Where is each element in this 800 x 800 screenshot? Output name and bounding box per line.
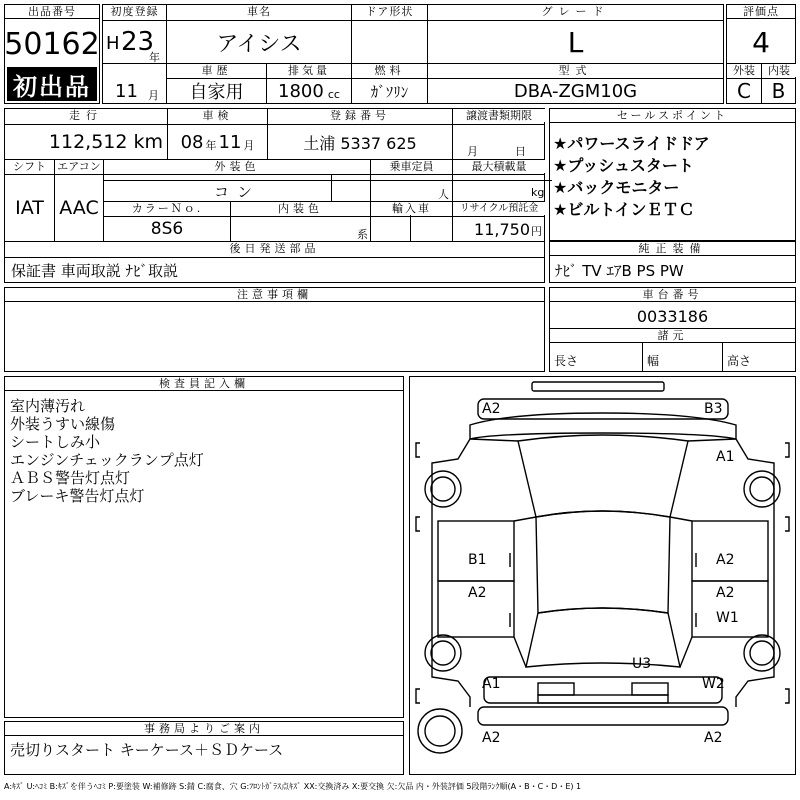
- first-reg-year-unit: 年: [149, 51, 160, 64]
- car-name-label: 車名: [167, 5, 351, 18]
- chassis-value: 0033186: [636, 306, 709, 326]
- equipment-label: 純正装備: [550, 242, 795, 256]
- score-value: 4: [752, 25, 770, 59]
- recycle-number: 11,750: [474, 219, 530, 239]
- max-load-unit: kg: [531, 186, 545, 199]
- lot-label: 出品番号: [5, 5, 99, 19]
- inspection-month: 11: [218, 131, 242, 153]
- interior-label: 内装: [762, 64, 796, 77]
- score-label: 評価点: [727, 5, 795, 19]
- damage-mark: U3: [632, 656, 652, 672]
- car-name-value: アイシス: [216, 31, 302, 57]
- inspection-year-unit: 年: [205, 139, 217, 152]
- recycle-unit: 円: [531, 225, 542, 238]
- first-listing-badge: 初出品: [7, 67, 97, 101]
- inspector-line: シートしみ小: [10, 433, 101, 451]
- dims-length: 長さ: [554, 354, 579, 368]
- first-reg-month: 11: [115, 81, 138, 102]
- grade-value: L: [567, 25, 584, 59]
- notes-box: [4, 287, 545, 372]
- inspection-value: [168, 125, 267, 159]
- car-diagram: [409, 376, 796, 775]
- chassis-label: 車台番号: [550, 288, 795, 302]
- door-label: ドア形状: [352, 5, 427, 18]
- exterior-label: 外装: [727, 64, 761, 77]
- displacement-label: 排気量: [267, 64, 351, 77]
- office-value: 売切りスタート キーケース＋ＳＤケース: [10, 741, 284, 759]
- chassis-box: [549, 287, 796, 372]
- max-load-label: 最大積載量: [453, 160, 545, 173]
- car-outline: [410, 377, 795, 774]
- exterior-color-label: 外装色: [104, 160, 370, 173]
- shift-value: IAT: [15, 197, 44, 219]
- inspector-line: ブレーキ警告灯点灯: [10, 487, 145, 505]
- model-value: DBA-ZGM10G: [513, 80, 638, 102]
- damage-mark: W1: [716, 610, 739, 626]
- grade-label: グレード: [428, 5, 723, 18]
- sales-point-item: ★ビルトインＥＴＣ: [553, 200, 695, 219]
- exterior-value: C: [737, 79, 751, 103]
- inspector-line: 外装うすい線傷: [10, 415, 116, 433]
- sales-point-item: ★プッシュスタート: [553, 156, 694, 175]
- vehicle-info-box: [102, 4, 724, 104]
- damage-mark: A2: [716, 552, 735, 568]
- sales-points-label: セールスポイント: [550, 109, 795, 123]
- registration-label: 登録番号: [268, 109, 452, 122]
- color-no-label: カラーＮｏ.: [104, 202, 230, 215]
- mileage-label: 走行: [5, 109, 167, 122]
- aircon-label: エアコン: [55, 160, 103, 173]
- recycle-label: リサイクル預託金: [453, 202, 545, 215]
- capacity-unit: 人: [438, 188, 449, 201]
- mileage-value: [5, 125, 167, 159]
- capacity-label: 乗車定員: [371, 160, 452, 173]
- lot-number: 50162: [4, 26, 100, 62]
- office-box: [4, 721, 404, 775]
- first-reg-label: 初度登録: [103, 5, 166, 18]
- interior-color-label: 内装色: [231, 202, 370, 215]
- inspection-month-unit: 月: [243, 139, 255, 152]
- dims-height: 高さ: [727, 354, 752, 368]
- aircon-value: AAC: [59, 197, 99, 219]
- displacement-number: 1800: [278, 80, 324, 102]
- exterior-color-value: コン: [213, 182, 260, 201]
- inspector-label: 検査員記入欄: [5, 377, 403, 391]
- equipment-box: [549, 241, 796, 283]
- later-parts-value: 保証書 車両取説 ﾅﾋﾞ取説: [11, 262, 179, 280]
- later-parts-label: 後日発送部品: [5, 242, 544, 255]
- damage-mark: A1: [482, 676, 501, 692]
- sales-point-item: ★パワースライドドア: [553, 134, 710, 153]
- damage-mark: A2: [704, 730, 723, 746]
- displacement-unit: cc: [327, 87, 340, 101]
- inspector-line: ＡＢＳ警告灯点灯: [10, 469, 131, 487]
- damage-mark: A1: [716, 449, 735, 465]
- inspector-line: 室内薄汚れ: [10, 397, 86, 415]
- interior-color-unit: 系: [357, 228, 368, 241]
- history-value: 自家用: [189, 82, 244, 103]
- interior-value: B: [771, 79, 786, 103]
- transfer-month-unit: 月: [467, 145, 478, 158]
- color-no-value: 8S6: [150, 219, 184, 239]
- transfer-deadline-label: 譲渡書類期限: [453, 109, 545, 122]
- mileage-number: 112,512: [48, 131, 128, 153]
- notes-label: 注意事項欄: [5, 288, 544, 302]
- inspection-year: 08: [180, 131, 204, 153]
- import-label: 輸入車: [371, 202, 452, 215]
- transfer-day-unit: 日: [515, 145, 526, 158]
- sales-point-item: ★バックモニター: [553, 178, 680, 197]
- mileage-unit: km: [133, 131, 163, 153]
- damage-mark: W2: [702, 676, 725, 692]
- first-reg-month-unit: 月: [148, 89, 159, 102]
- equipment-value: ﾅﾋﾞ TV ｴｱB PS PW: [555, 262, 684, 280]
- damage-mark: B1: [468, 552, 487, 568]
- first-reg-era: H: [106, 33, 120, 54]
- sales-points-box: [549, 108, 796, 241]
- damage-mark: A2: [716, 585, 735, 601]
- damage-mark: B3: [704, 401, 723, 417]
- history-label: 車歴: [167, 64, 266, 77]
- shift-label: シフト: [5, 160, 54, 173]
- model-label: 型式: [428, 64, 723, 77]
- score-box: [726, 4, 796, 104]
- dims-width: 幅: [647, 354, 660, 368]
- damage-mark: A2: [482, 401, 501, 417]
- inspector-line: エンジンチェックランプ点灯: [10, 451, 204, 469]
- inspector-box: [4, 376, 404, 718]
- office-label: 事務局よりご案内: [5, 722, 403, 736]
- fuel-label: 燃料: [352, 64, 427, 77]
- displacement-value: [267, 79, 351, 103]
- inspection-label: 車検: [168, 109, 267, 122]
- registration-value: 土浦 5337 625: [303, 133, 417, 153]
- details-box: [4, 108, 545, 283]
- lot-box: [4, 4, 100, 104]
- legend: A:ｷｽﾞ U:ﾍｺﾐ B:ｷｽﾞを伴うﾍｺﾐ P:要塗装 W:補修跡 S:錆 C:腐食、穴 G:ﾌﾛﾝﾄｶﾞﾗｽ点ｷｽﾞ XX:交換済み X:要交換 欠:欠品 内・外装評価 5段階ﾗﾝｸ順(A・B・C・D・E) 1: [4, 782, 582, 791]
- dims-label: 諸元: [550, 329, 795, 343]
- damage-mark: A2: [482, 730, 501, 746]
- first-reg-year: 23: [121, 27, 155, 57]
- damage-mark: A2: [468, 585, 487, 601]
- recycle-value: [453, 217, 545, 241]
- fuel-value: ｶﾞｿﾘﾝ: [370, 82, 409, 101]
